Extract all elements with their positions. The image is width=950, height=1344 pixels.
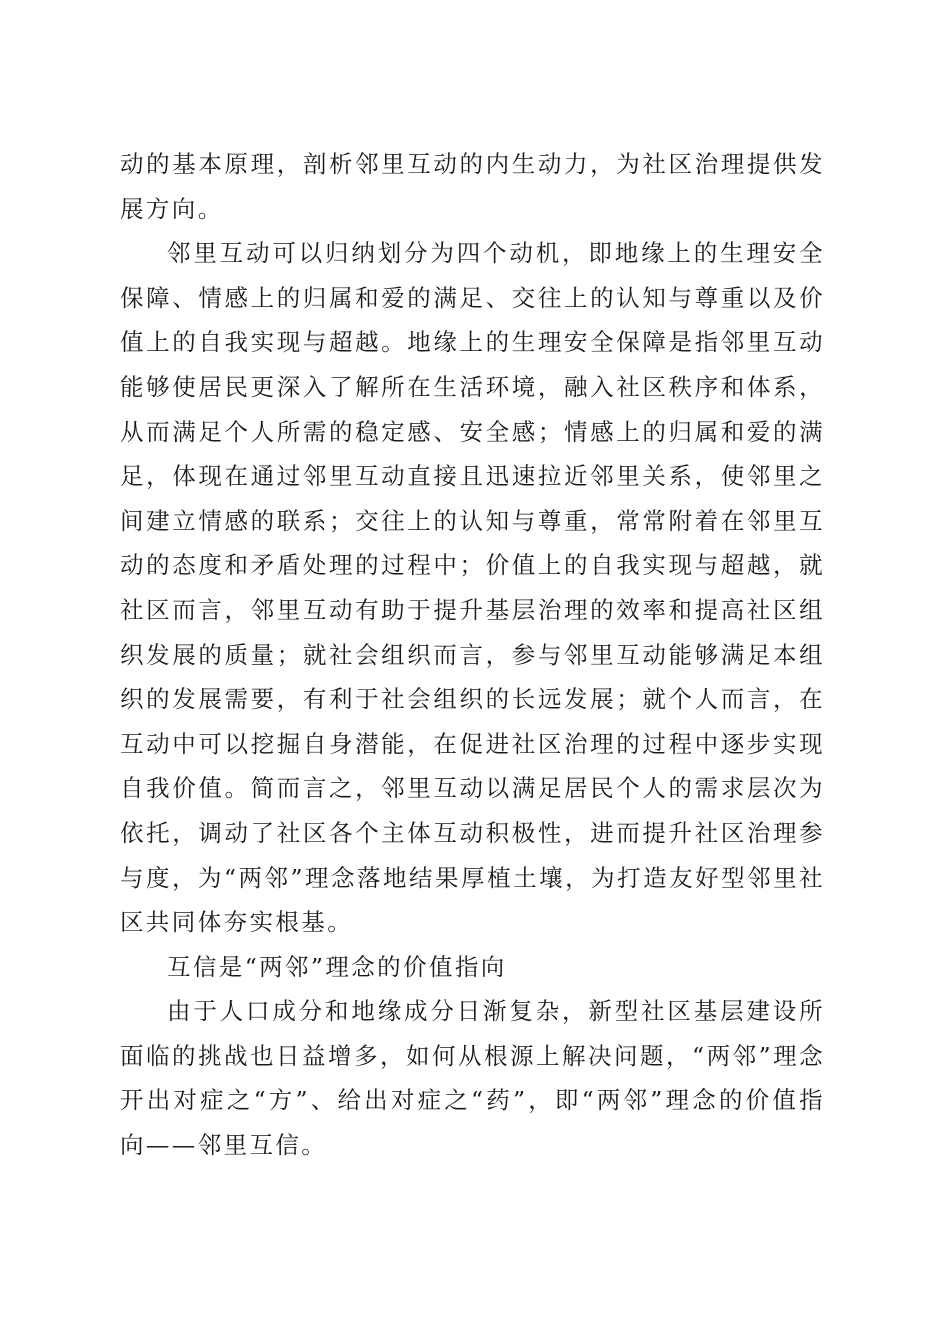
section-heading-mutual-trust: 互信是“两邻”理念的价值指向 [167,952,507,981]
paragraph-mutual-trust: 由于人口成分和地缘成分日渐复杂，新型社区基层建设所面临的挑战也日益增多，如何从根源上解决问题，“两邻”理念开出对症之“方”、给出对症之“药”，即“两邻”理念的价值指向——邻里互信。 [120,997,825,1160]
paragraph-neighbor-interaction-motives: 邻里互动可以归纳划分为四个动机，即地缘上的生理安全保障、情感上的归属和爱的满足、交往上的认知与尊重以及价值上的自我实现与超越。地缘上的生理安全保障是指邻里互动能够使居民更深入了解所在生活环境，融入社区秩序和体系，从而满足个人所需的稳定感、安全感；情感上的归属和爱的满足，体现在通过邻里互动直接且迅速拉近邻里关系，使邻里之间建立情感的联系；交往上的认知与尊重，常常附着在邻里互动的态度和矛盾处理的过程中；价值上的自我实现与超越，就社区而言，邻里互动有助于提升基层治理的效率和提高社区组织发展的质量；就社会组织而言，参与邻里互动能够满足本组织的发展需要，有利于社会组织的长远发展；就个人而言，在互动中可以挖掘自身潜能，在促进社区治理的过程中逐步实现自我价值。简而言之，邻里互动以满足居民个人的需求层次为依托，调动了社区各个主体互动积极性，进而提升社区治理参与度，为“两邻”理念落地结果厚植土壤，为打造友好型邻里社区共同体夯实根基。 [120,239,825,937]
paragraph-continuation: 动的基本原理，剖析邻里互动的内生动力，为社区治理提供发展方向。 [120,150,825,223]
document-body [120,142,825,1168]
